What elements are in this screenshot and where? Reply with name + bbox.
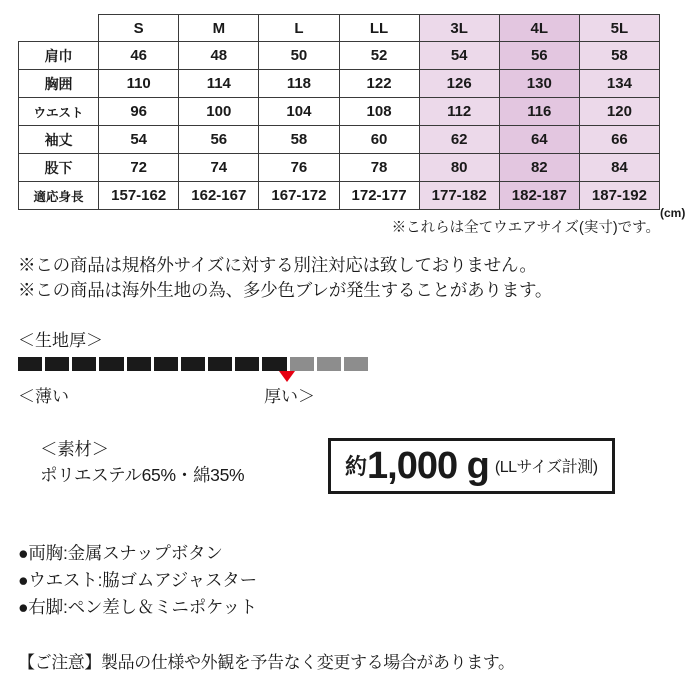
thickness-segment	[262, 357, 286, 371]
weight-note: (LLサイズ計測)	[494, 459, 598, 477]
table-cell: 56	[499, 42, 579, 70]
size-column-header: 4L	[499, 15, 579, 42]
thickness-bar	[18, 357, 368, 371]
table-cell: 78	[339, 154, 419, 182]
table-cell: 126	[419, 70, 499, 98]
feature-list	[18, 540, 682, 621]
size-column-header: M	[179, 15, 259, 42]
thickness-scale-labels	[18, 382, 378, 406]
material-weight-row	[18, 436, 682, 526]
table-cell: 76	[259, 154, 339, 182]
thickness-thick-label: 厚い＞	[264, 386, 315, 406]
table-cell: 104	[259, 98, 339, 126]
table-cell: 108	[339, 98, 419, 126]
table-cell: 54	[99, 126, 179, 154]
table-cell: 84	[579, 154, 659, 182]
caution-note: 【ご注意】製品の仕様や外観を予告なく変更する場合があります。	[18, 653, 515, 672]
thickness-segment	[72, 357, 96, 371]
table-cell: 182-187	[499, 182, 579, 210]
row-label: 股下	[19, 154, 99, 182]
table-cell: 100	[179, 98, 259, 126]
table-cell: 66	[579, 126, 659, 154]
weight-badge	[328, 438, 615, 494]
table-cell: 114	[179, 70, 259, 98]
table-cell: 62	[419, 126, 499, 154]
thickness-segment	[208, 357, 232, 371]
table-cell: 50	[259, 42, 339, 70]
thickness-segment	[154, 357, 178, 371]
size-table-body	[19, 15, 660, 210]
table-cell: 46	[99, 42, 179, 70]
size-table-unit: (cm)	[660, 206, 686, 220]
table-cell: 58	[579, 42, 659, 70]
table-cell: 187-192	[579, 182, 659, 210]
table-cell: 64	[499, 126, 579, 154]
size-table-corner-cell	[19, 15, 99, 42]
table-cell: 82	[499, 154, 579, 182]
thickness-segment	[127, 357, 151, 371]
weight-approx-label: 約	[345, 454, 367, 480]
table-cell: 56	[179, 126, 259, 154]
note-line: ※この商品は規格外サイズに対する別注対応は致しておりません。	[18, 255, 537, 275]
table-cell: 177-182	[419, 182, 499, 210]
list-item: ●両胸:金属スナップボタン	[18, 542, 223, 563]
row-label: 適応身長	[19, 182, 99, 210]
table-cell: 118	[259, 70, 339, 98]
table-cell: 130	[499, 70, 579, 98]
row-label: 袖丈	[19, 126, 99, 154]
material-composition: ポリエステル65%・綿35%	[40, 465, 245, 485]
table-cell: 72	[99, 154, 179, 182]
table-cell: 134	[579, 70, 659, 98]
table-cell: 110	[99, 70, 179, 98]
row-label: 肩巾	[19, 42, 99, 70]
material-title: ＜素材＞	[40, 438, 109, 459]
material-block	[40, 436, 244, 489]
table-cell: 74	[179, 154, 259, 182]
thickness-marker-icon	[279, 371, 295, 382]
table-cell: 112	[419, 98, 499, 126]
table-cell: 162-167	[179, 182, 259, 210]
list-item: ●右脚:ペン差し＆ミニポケット	[18, 597, 258, 617]
table-row	[19, 70, 660, 98]
thickness-title: ＜生地厚＞	[18, 330, 103, 350]
table-cell: 96	[99, 98, 179, 126]
table-cell: 167-172	[259, 182, 339, 210]
table-cell: 120	[579, 98, 659, 126]
table-cell: 60	[339, 126, 419, 154]
size-column-header: LL	[339, 15, 419, 42]
size-table-footnote: ※これらは全てウエアサイズ(実寸)です。	[391, 220, 660, 236]
thickness-segment	[344, 357, 368, 371]
table-cell: 52	[339, 42, 419, 70]
size-column-header: S	[99, 15, 179, 42]
note-line: ※この商品は海外生地の為、多少色ブレが発生することがあります。	[18, 280, 553, 301]
table-cell: 48	[179, 42, 259, 70]
table-row	[19, 42, 660, 70]
table-cell: 122	[339, 70, 419, 98]
size-column-header: 3L	[419, 15, 499, 42]
table-cell: 157-162	[99, 182, 179, 210]
table-row	[19, 98, 660, 126]
size-column-header: 5L	[579, 15, 659, 42]
thickness-segments	[18, 357, 368, 371]
thickness-segment	[99, 357, 123, 371]
row-label: ウエスト	[19, 98, 99, 126]
table-cell: 54	[419, 42, 499, 70]
thickness-segment	[18, 357, 42, 371]
thickness-segment	[317, 357, 341, 371]
table-cell: 58	[259, 126, 339, 154]
thickness-thin-label: ＜薄い	[18, 386, 69, 406]
size-column-header: L	[259, 15, 339, 42]
thickness-segment	[290, 357, 314, 371]
thickness-segment	[181, 357, 205, 371]
row-label: 胸囲	[19, 70, 99, 98]
table-cell: 80	[419, 154, 499, 182]
thickness-segment	[45, 357, 69, 371]
product-notes	[18, 253, 682, 304]
table-row	[19, 154, 660, 182]
table-row	[19, 126, 660, 154]
weight-value: 1,000 g	[367, 444, 489, 487]
size-table	[18, 14, 660, 210]
table-cell: 172-177	[339, 182, 419, 210]
table-cell: 116	[499, 98, 579, 126]
table-row	[19, 182, 660, 210]
list-item: ●ウエスト:脇ゴムアジャスター	[18, 569, 257, 590]
size-table-header-row	[19, 15, 660, 42]
thickness-segment	[235, 357, 259, 371]
